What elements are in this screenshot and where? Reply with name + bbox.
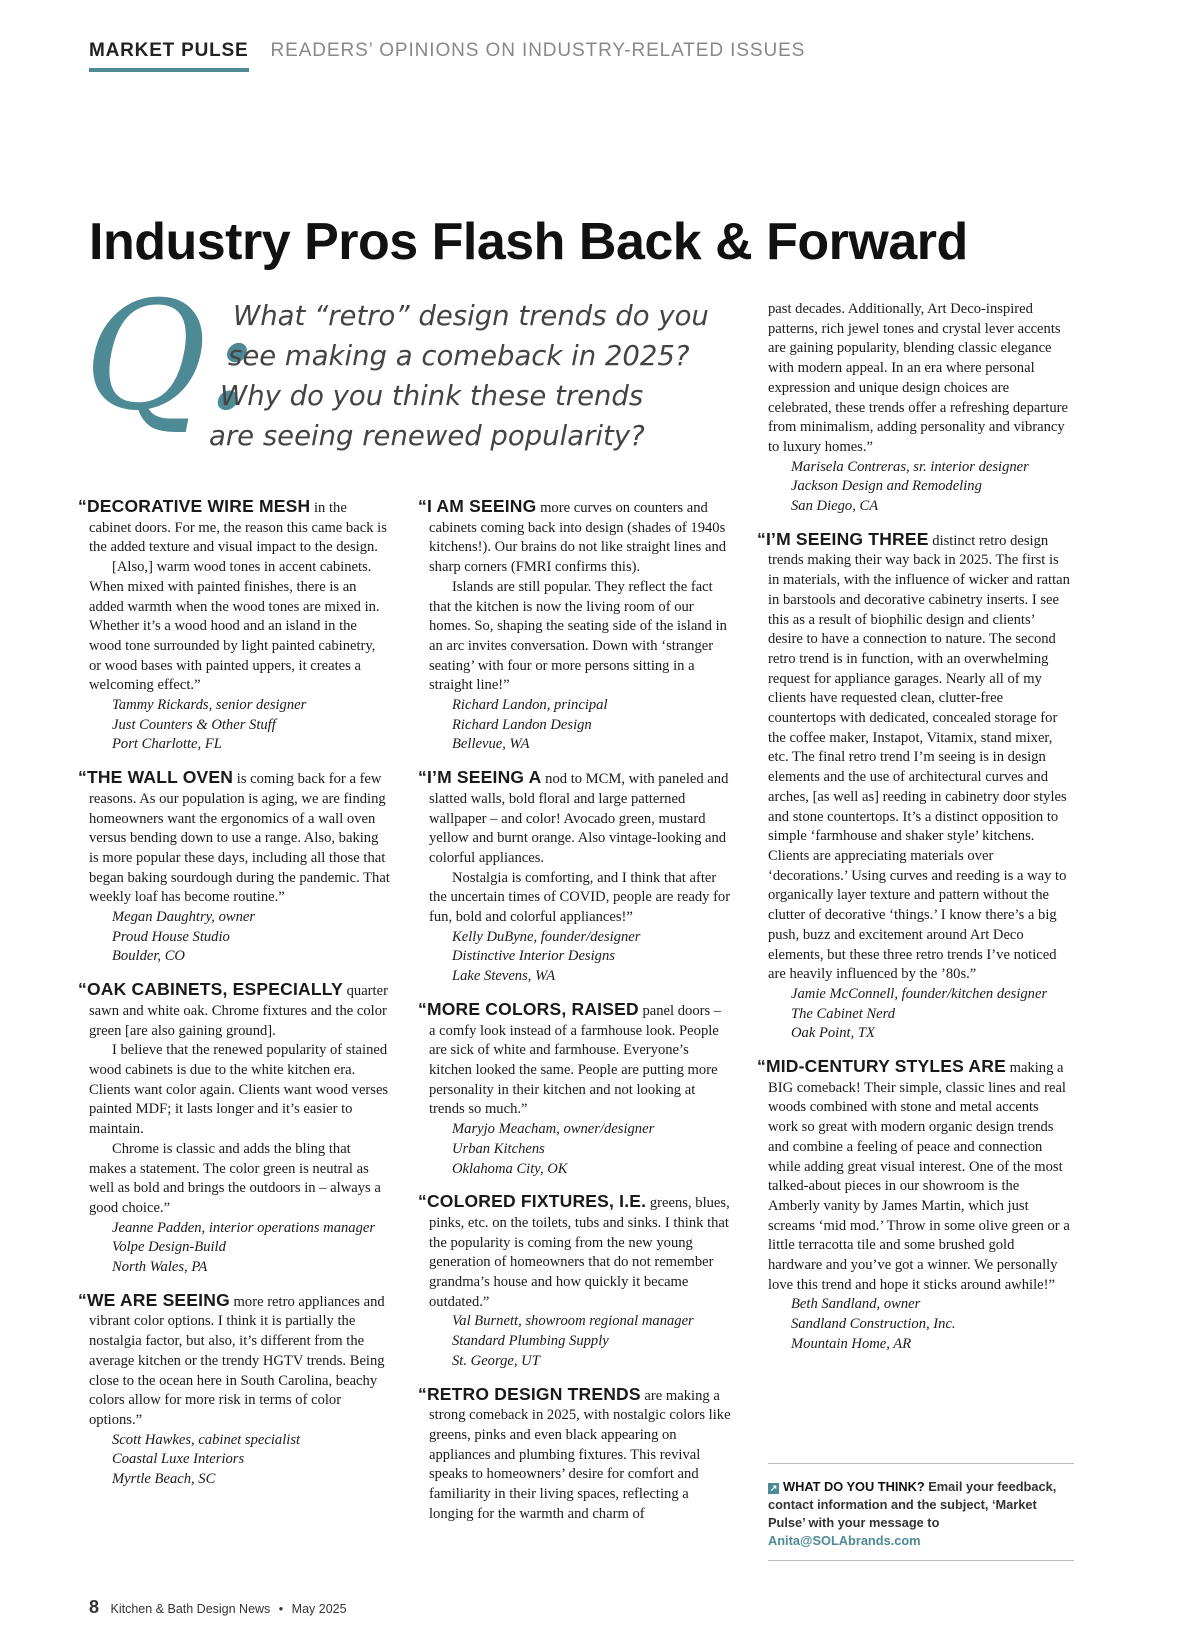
attribution-company: Jackson Design and Remodeling <box>791 478 982 495</box>
quote-attribution <box>757 458 1070 517</box>
attribution-location: Oklahoma City, OK <box>452 1160 568 1177</box>
attribution-name: Richard Landon, principal <box>452 697 608 714</box>
quote-wire-mesh <box>78 497 390 755</box>
quote-text: greens, blues, pinks, etc. on the toilets, tubs and sinks. I think that the popularity is coming from the new young generation of homeowners that do not remember grandma’s house and how quickly it became outdated.” <box>429 1195 730 1310</box>
attribution-location: Bellevue, WA <box>452 736 530 753</box>
quote-nod-to-mcm <box>418 768 731 987</box>
attribution-company: Sandland Construction, Inc. <box>791 1316 956 1333</box>
page-footer <box>89 1597 347 1618</box>
question-text <box>200 296 709 456</box>
question-line: What “retro” design trends do you <box>233 300 709 332</box>
issue-date: May 2025 <box>291 1602 347 1616</box>
quote-text: are making a strong comeback in 2025, with nostalgic colors like greens, pinks and even black appearing on appliances and plumbing fixtures. This revival speaks to homeowners’ desire for comfort and familiarity in their living spaces, reflecting a longing for the warmth and charm of <box>429 1387 731 1522</box>
quote-text: more curves on counters and cabinets coming back into design (shades of 1940s kitchens!). Our brains do not like straight lines and sharp corners (FMRI confirms this). <box>429 500 727 576</box>
quote-i-am-seeing <box>418 497 731 755</box>
attribution-company: Proud House Studio <box>112 928 230 945</box>
article-title: Industry Pros Flash Back & Forward <box>89 213 968 271</box>
quote-text: more retro appliances and vibrant color options. I think it is partially the nostalgia factor, but also, it’s different from the average kitchen or the trendy HGTV trends. Being close to the ocean here in South Carolina, beachy colors allow for more risk in terms of color options.” <box>89 1293 385 1428</box>
footer-separator: • <box>278 1602 284 1616</box>
attribution-name: Jamie McConnell, founder/kitchen designer <box>791 985 1048 1002</box>
page-number: 8 <box>89 1597 100 1617</box>
quote-lead: “THE WALL OVEN <box>78 767 234 788</box>
attribution-name: Val Burnett, showroom regional manager <box>452 1313 694 1330</box>
quote-paragraph <box>757 1057 1070 1295</box>
feedback-text: Email your feedback, contact information and the subject, ‘Market Pulse’ with your message to <box>768 1479 1057 1530</box>
attribution-company: Distinctive Interior Designs <box>452 948 615 965</box>
quote-paragraph <box>418 1192 731 1312</box>
attribution-location: Oak Point, TX <box>791 1025 875 1042</box>
feedback-email-link[interactable]: Anita@SOLAbrands.com <box>768 1533 921 1548</box>
quote-paragraph <box>78 1291 390 1431</box>
feedback-heading: WHAT DO YOU THINK? <box>783 1479 925 1494</box>
quote-lead: “I AM SEEING <box>418 496 537 516</box>
quote-colored-fixtures <box>418 1192 731 1371</box>
quote-retro-design-trends <box>418 1385 731 1525</box>
attribution-name: Scott Hawkes, cabinet specialist <box>112 1431 301 1448</box>
quote-paragraph: [Also,] warm wood tones in accent cabinets. When mixed with painted finishes, there is an added warmth when the wood tones are mixed in. Whether it’s a wood hood and an island in the wood tone surrounded by light painted cabinetry, or wood bases with painted uppers, it creates a welcoming effect.” <box>89 559 380 694</box>
question-letter: Q: <box>84 270 258 444</box>
quote-lead: “RETRO DESIGN TRENDS <box>418 1383 641 1404</box>
section-label: MARKET PULSE <box>89 40 249 72</box>
quote-paragraph <box>418 768 731 869</box>
quote-paragraph <box>78 768 390 908</box>
quote-retro-design-trends-continued <box>757 300 1070 517</box>
quote-paragraph: I believe that the renewed popularity of stained wood cabinets is due to the white kitchen era. Clients want color again. Clients want wood verses painted MDF; it lasts longer and it’s easier to maintain. <box>89 1042 389 1138</box>
quote-mid-century <box>757 1057 1070 1355</box>
attribution-name: Marisela Contreras, sr. interior designer <box>791 458 1029 475</box>
attribution-company: Volpe Design-Build <box>112 1239 226 1256</box>
quote-attribution <box>418 928 731 987</box>
quote-text: distinct retro design trends making their way back in 2025. The first is in materials, with the influence of wicker and rattan in barstools and decorative cabinetry inserts. I see this as a result of biophilic design and clients’ desire to have a connection to nature. The second retro trend is in function, with an overwhelming request for appliance garages. Nearly all of my clients have requested clean, clutter-free countertops with dedicated, concealed storage for the coffee maker, Instapot, Vitamix, stand mixer, etc. The final retro trend I’m seeing is in design elements and the use of architectural curves and arches, [as well as] reeding in cabinetry door styles and stone countertops. It’s a distinct opposition to simple ‘farmhouse and shaker style’ kitchens. Clients are appreciating materials over ‘decorations.’ Using curves and reeding is a way to organically layer texture and pattern without the clutter of decorative ‘things.’ I know there’s a big push, buzz and excitement around Art Deco elements, but these three retro trends I’ve noticed are heavily influenced by the ’80s.” <box>768 532 1070 983</box>
quote-paragraph: past decades. Additionally, Art Deco-inspired patterns, rich jewel tones and crystal lever accents are gaining popularity, blending classic elegance with modern appeal. In an era where personal expression and unique design choices are celebrated, these trends offer a refreshing departure from minimalism, adding personality and vibrancy to luxury homes.” <box>768 301 1068 455</box>
attribution-location: San Diego, CA <box>791 498 879 515</box>
attribution-name: Megan Daughtry, owner <box>112 909 256 926</box>
quote-wall-oven <box>78 768 390 967</box>
quote-lead: “WE ARE SEEING <box>78 1289 230 1310</box>
quote-paragraph <box>78 980 390 1041</box>
quote-lead: “DECORATIVE WIRE MESH <box>78 496 311 516</box>
quote-attribution <box>757 985 1070 1044</box>
attribution-location: North Wales, PA <box>112 1259 208 1276</box>
quote-text: quarter sawn and white oak. Chrome fixtures and the color green [are also gaining ground]. <box>89 983 388 1039</box>
quote-text: making a BIG comeback! Their simple, classic lines and real woods combined with stone and metal accents work so great with modern organic design trends and combine a feeling of peace and connection while adding great visual interest. One of the most talked-about pieces in our showroom is the Amberly vanity by James Martin, which just screams ‘mid mod.’ Throw in some olive green or a little terracotta tile and some brushed gold hardware and you’ve got a winner. We personally love this trend and hope it sticks around awhile!” <box>768 1060 1070 1293</box>
quote-paragraph <box>757 530 1070 985</box>
quote-text: nod to MCM, with paneled and slatted walls, bold floral and large patterned wallpaper – and color! Avocado green, mustard yellow and burnt orange. Also vintage-looking and colorful appliances. <box>429 771 729 866</box>
feedback-box <box>768 1463 1074 1561</box>
quote-oak-cabinets <box>78 980 390 1278</box>
attribution-name: Tammy Rickards, senior designer <box>112 697 307 714</box>
quote-attribution <box>78 908 390 967</box>
question-line: Why do you think these trends <box>220 380 644 412</box>
quote-lead: “MORE COLORS, RAISED <box>418 998 639 1019</box>
attribution-company: Coastal Luxe Interiors <box>112 1451 245 1468</box>
quote-lead: “COLORED FIXTURES, I.E. <box>418 1191 647 1212</box>
attribution-location: Port Charlotte, FL <box>112 736 222 753</box>
question-line: see making a comeback in 2025? <box>228 340 690 372</box>
attribution-location: Myrtle Beach, SC <box>112 1471 216 1488</box>
quote-attribution <box>418 1312 731 1371</box>
publication-name: Kitchen & Bath Design News <box>110 1602 271 1616</box>
quote-paragraph: Chrome is classic and adds the bling that makes a statement. The color green is neutral as well as bold and brings the outdoors in – always a good choice.” <box>89 1140 381 1216</box>
quote-text: is coming back for a few reasons. As our population is aging, we are finding homeowners want the ergonomics of a wall oven versus bending down to use a range. Also, baking is more popular these days, including all those that began baking sourdough during the pandemic. That weekly loaf has become routine.” <box>89 771 390 906</box>
attribution-name: Kelly DuByne, founder/designer <box>452 928 641 945</box>
quote-lead: “MID-CENTURY STYLES ARE <box>757 1056 1006 1077</box>
attribution-location: Boulder, CO <box>112 948 185 965</box>
quote-lead: “OAK CABINETS, ESPECIALLY <box>78 979 343 1000</box>
attribution-name: Beth Sandland, owner <box>791 1296 921 1313</box>
quote-paragraph <box>418 1000 731 1120</box>
quote-attribution <box>78 1219 390 1278</box>
quote-attribution <box>418 696 731 755</box>
quote-seeing-three <box>757 530 1070 1044</box>
quote-paragraph: Islands are still popular. They reflect the fact that the kitchen is now the living room of our homes. So, shaping the seating side of the island in an arc invites conversation. Down with ‘stranger seating’ with four or more persons sitting in a straight line!” <box>429 578 727 694</box>
quote-attribution <box>418 1120 731 1179</box>
quote-text: in the cabinet doors. For me, the reason this came back is the added texture and visual impact to the design. <box>89 500 387 556</box>
question-line: are seeing renewed popularity? <box>209 420 645 452</box>
column-3 <box>757 300 1070 1368</box>
column-1 <box>78 497 390 1503</box>
attribution-location: Mountain Home, AR <box>791 1335 912 1352</box>
arrow-icon: ↗ <box>769 1483 778 1493</box>
quote-we-are-seeing <box>78 1291 390 1490</box>
quote-paragraph <box>418 497 731 578</box>
quote-text: panel doors – a comfy look instead of a farmhouse look. People are sick of white and farmhouse. Everyone’s kitchen looked the same. People are putting more personality in their kitchen and not looking at trends so much.” <box>429 1002 722 1118</box>
quote-lead: “I’M SEEING A <box>418 767 542 788</box>
quote-attribution <box>78 1431 390 1490</box>
attribution-location: Lake Stevens, WA <box>452 968 556 985</box>
quote-lead: “I’M SEEING THREE <box>757 528 929 549</box>
attribution-company: The Cabinet Nerd <box>791 1005 896 1022</box>
attribution-location: St. George, UT <box>452 1352 540 1369</box>
attribution-name: Maryjo Meacham, owner/designer <box>452 1121 655 1138</box>
quote-paragraph <box>78 497 390 558</box>
attribution-company: Urban Kitchens <box>452 1140 545 1157</box>
section-subtitle: READERS’ OPINIONS ON INDUSTRY-RELATED ISSUES <box>270 40 806 61</box>
quote-more-colors <box>418 1000 731 1179</box>
attribution-name: Jeanne Padden, interior operations manager <box>112 1219 376 1236</box>
attribution-company: Just Counters & Other Stuff <box>112 716 276 733</box>
quote-attribution <box>78 696 390 755</box>
attribution-company: Standard Plumbing Supply <box>452 1333 609 1350</box>
quote-paragraph <box>418 1385 731 1525</box>
attribution-company: Richard Landon Design <box>452 716 592 733</box>
quote-attribution <box>757 1295 1070 1354</box>
page-header <box>89 40 805 74</box>
quote-paragraph: Nostalgia is comforting, and I think that after the uncertain times of COVID, people are ready for fun, bold and colorful appliances!” <box>429 869 731 926</box>
column-2 <box>418 497 731 1537</box>
